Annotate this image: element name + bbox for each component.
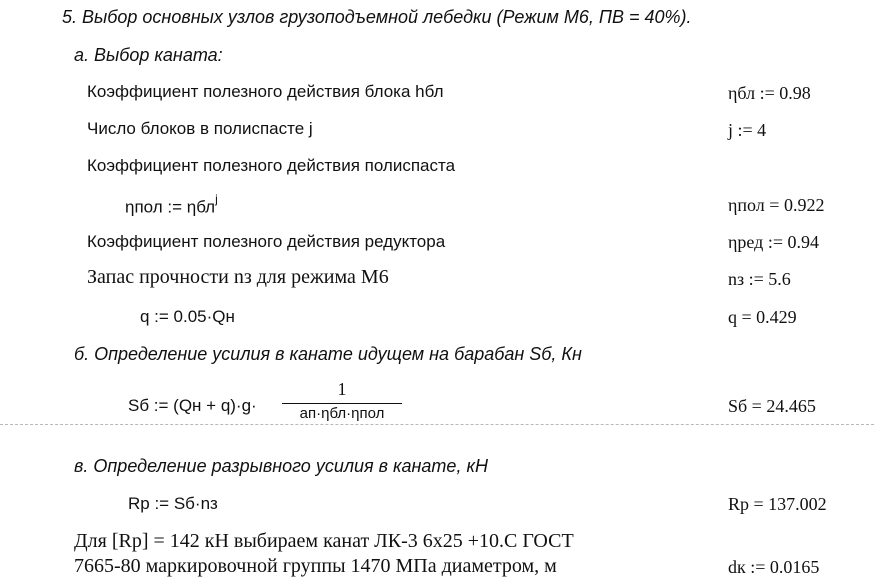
rp-result: Rр = 137.002 [728,494,827,514]
eta-polyspast-formula [125,192,218,217]
eta-polyspast-label: Коэффициент полезного действия полиспаста [87,156,456,175]
eta-polyspast-formula-exponent: j [215,192,218,206]
eta-reducer-assignment: ηред := 0.94 [728,232,819,252]
sb-fraction-numerator: 1 [337,379,347,399]
rp-formula: Rр := Sб·nз [128,494,218,513]
safety-factor-label: Запас прочности nз для режима М6 [87,266,389,288]
blocks-count-assignment: j := 4 [728,120,767,140]
section-heading: 5. Выбор основных узлов грузоподъемной лебедки (Режим М6, ПВ = 40%). [62,7,692,27]
sb-fraction-bar [282,403,402,404]
sb-fraction [282,380,402,426]
q-result: q = 0.429 [728,307,797,327]
eta-polyspast-formula-base: ηпол := ηбл [125,197,216,217]
subsection-c-title: в. Определение разрывного усилия в канате, кН [74,456,488,476]
subsection-a-title: а. Выбор каната: [74,45,223,65]
blocks-count-label: Число блоков в полиспасте j [87,119,313,138]
rope-diameter-assignment: dк := 0.0165 [728,557,820,577]
q-formula: q := 0.05·Qн [140,307,235,326]
safety-factor-assignment: nз := 5.6 [728,269,791,289]
conclusion-line-1: Для [Rр] = 142 кН выбираем канат ЛК-3 6х25 +10.С ГОСТ [74,530,574,552]
sb-fraction-denominator: aп·ηбл·ηпол [299,405,385,422]
eta-block-assignment: ηбл := 0.98 [728,83,811,103]
sb-formula-lhs: Sб := (Qн + q)·g· [128,396,257,415]
subsection-b-title: б. Определение усилия в канате идущем на барабан Sб, Кн [74,344,582,364]
sb-result: Sб = 24.465 [728,396,816,416]
conclusion-line-2: 7665-80 маркировочной группы 1470 МПа диаметром, м [74,555,557,577]
eta-polyspast-result: ηпол = 0.922 [728,195,825,215]
page-break-divider [0,424,874,425]
eta-block-label: Коэффициент полезного действия блока hбл [87,82,444,101]
eta-reducer-label: Коэффициент полезного действия редуктора [87,232,446,251]
